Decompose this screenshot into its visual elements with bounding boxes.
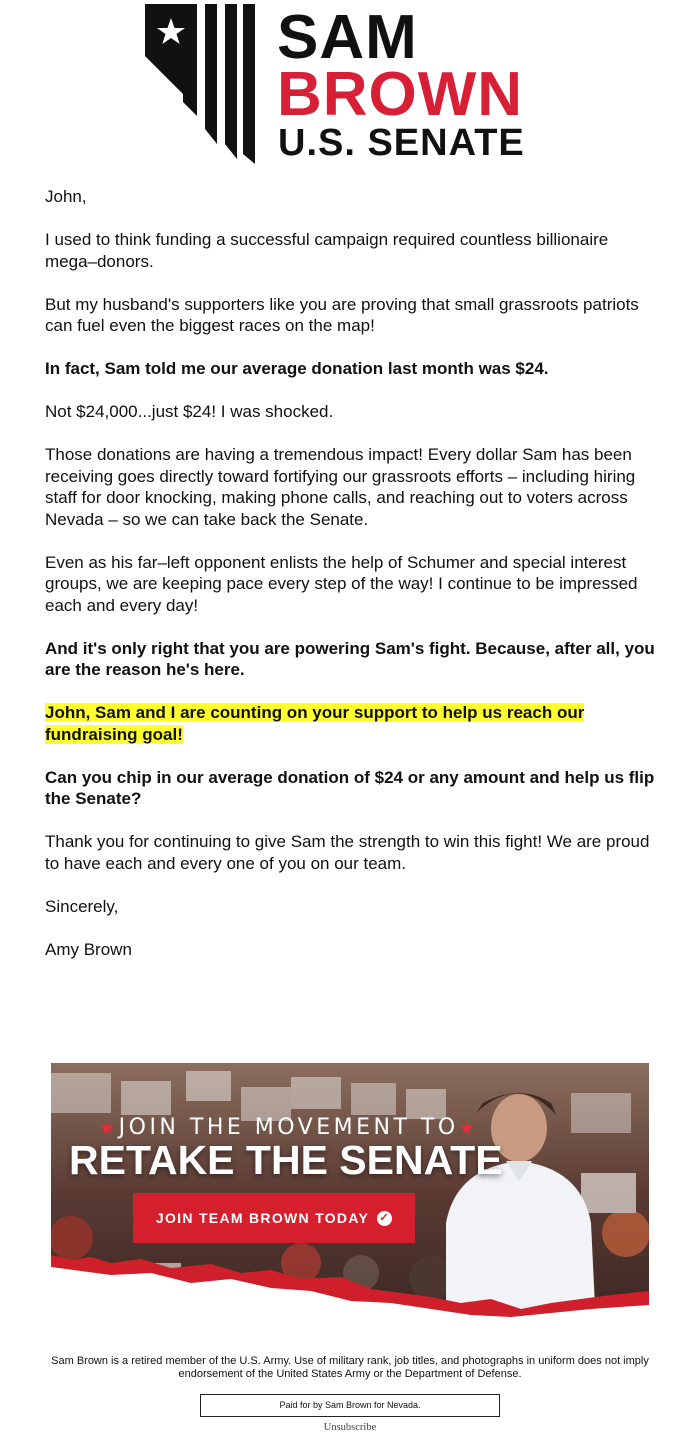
join-team-brown-button[interactable]	[133, 1193, 415, 1243]
paragraph-10: Thank you for continuing to give Sam the strength to win this fight! We are proud to have each and every one of you on our team.	[45, 832, 650, 873]
paragraph-2: But my husband's supporters like you are proving that small grassroots patriots can fuel even the biggest races on the map!	[45, 294, 639, 335]
unsubscribe-link[interactable]: Unsubscribe	[323, 1422, 377, 1433]
paragraph-8-wrapper	[45, 702, 660, 745]
star-icon: ★	[99, 1118, 119, 1139]
paragraph-1: I used to think funding a successful campaign required countless billionaire mega–donors.	[45, 230, 609, 271]
logo-line-sam: SAM	[277, 3, 418, 72]
banner-pretitle-text: JOIN THE MOVEMENT TO	[118, 1115, 459, 1140]
logo-line-brown: BROWN	[277, 60, 524, 129]
paragraph-9: Can you chip in our average donation of $24 or any amount and help us flip the Senate?	[45, 767, 655, 808]
salutation: John,	[45, 187, 87, 206]
star-icon: ★	[458, 1118, 479, 1139]
paragraph-7: And it's only right that you are powering Sam's fight. Because, after all, you are the reason he's here.	[45, 638, 655, 679]
campaign-logo	[145, 4, 560, 164]
paragraph-5: Those donations are having a tremendous impact! Every dollar Sam has been receiving goes directly toward fortifying our grassroots efforts – including hiring staff for door knocking, making phone calls, and reaching out to voters across Nevada – so we can take back the Senate.	[45, 445, 636, 529]
paragraph-3: In fact, Sam told me our average donation last month was $24.	[45, 359, 549, 378]
email-letter-body	[45, 186, 660, 982]
military-disclaimer: Sam Brown is a retired member of the U.S. Army. Use of military rank, job titles, and photographs in uniform does not imply endorsement of the United States Army or the Department of Defense.	[51, 1355, 649, 1380]
highlighted-appeal: John, Sam and I are counting on your support to help us reach our fundraising goal!	[45, 703, 585, 744]
signature: Amy Brown	[45, 939, 132, 959]
logo-line-senate: U.S. SENATE	[278, 122, 525, 164]
closing: Sincerely,	[45, 896, 119, 916]
flag-star-logo-icon	[145, 4, 255, 164]
banner-headline: RETAKE THE SENATE	[69, 1137, 503, 1183]
join-movement-banner[interactable]	[51, 1063, 649, 1327]
check-circle-icon: ✓	[377, 1211, 392, 1226]
paid-for-box: Paid for by Sam Brown for Nevada.	[200, 1394, 500, 1417]
cta-label: JOIN TEAM BROWN TODAY	[155, 1210, 370, 1226]
paragraph-6: Even as his far–left opponent enlists the help of Schumer and special interest groups, we are keeping pace every step of the way! I continue to be impressed each and every day!	[45, 552, 638, 615]
paragraph-4: Not $24,000...just $24! I was shocked.	[45, 402, 334, 421]
